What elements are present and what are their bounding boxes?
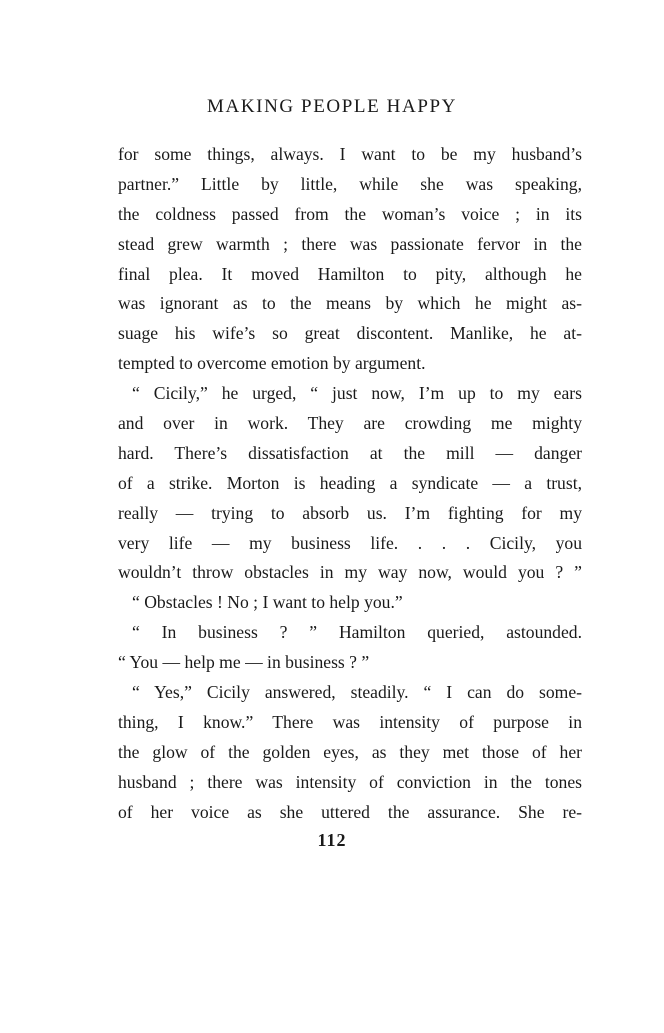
text-line: “ Obstacles ! No ; I want to help you.” — [132, 592, 403, 613]
running-head: MAKING PEOPLE HAPPY — [207, 96, 457, 117]
text-line: thing, I know.” There was intensity of purpose in — [118, 711, 582, 732]
text-line: was ignorant as to the means by which he might as- — [118, 293, 582, 314]
text-line: very life — my business life. . . . Cicily, you — [118, 532, 582, 553]
text-line: stead grew warmth ; there was passionate fervor in the — [118, 233, 582, 254]
text-line: “ In business ? ” Hamilton queried, astounded. — [132, 622, 582, 643]
text-line: final plea. It moved Hamilton to pity, although he — [118, 263, 582, 284]
text-line: partner.” Little by little, while she was speaking, — [118, 173, 582, 194]
text-line: of a strike. Morton is heading a syndicate — a trust, — [118, 472, 582, 493]
text-line: suage his wife’s so great discontent. Manlike, he at- — [118, 323, 582, 344]
text-line: husband ; there was intensity of conviction in the tones — [118, 771, 582, 792]
text-line: hard. There’s dissatisfaction at the mill — danger — [118, 442, 582, 463]
body-text — [118, 140, 582, 827]
text-line: of her voice as she uttered the assurance. She re- — [118, 801, 582, 822]
page-number: 112 — [317, 830, 347, 850]
text-line: the glow of the golden eyes, as they met those of her — [118, 741, 582, 762]
text-line: “ Yes,” Cicily answered, steadily. “ I can do some- — [132, 682, 582, 703]
text-line: tempted to overcome emotion by argument. — [118, 353, 426, 374]
text-line: really — trying to absorb us. I’m fighting for my — [118, 502, 582, 523]
text-line: wouldn’t throw obstacles in my way now, would you ? ” — [118, 562, 582, 583]
text-line: “ Cicily,” he urged, “ just now, I’m up to my ears — [132, 383, 582, 404]
text-line: for some things, always. I want to be my husband’s — [118, 144, 582, 164]
text-line: “ You — help me — in business ? ” — [118, 652, 370, 673]
text-line: the coldness passed from the woman’s voice ; in its — [118, 203, 582, 224]
text-line: and over in work. They are crowding me mighty — [118, 413, 582, 434]
